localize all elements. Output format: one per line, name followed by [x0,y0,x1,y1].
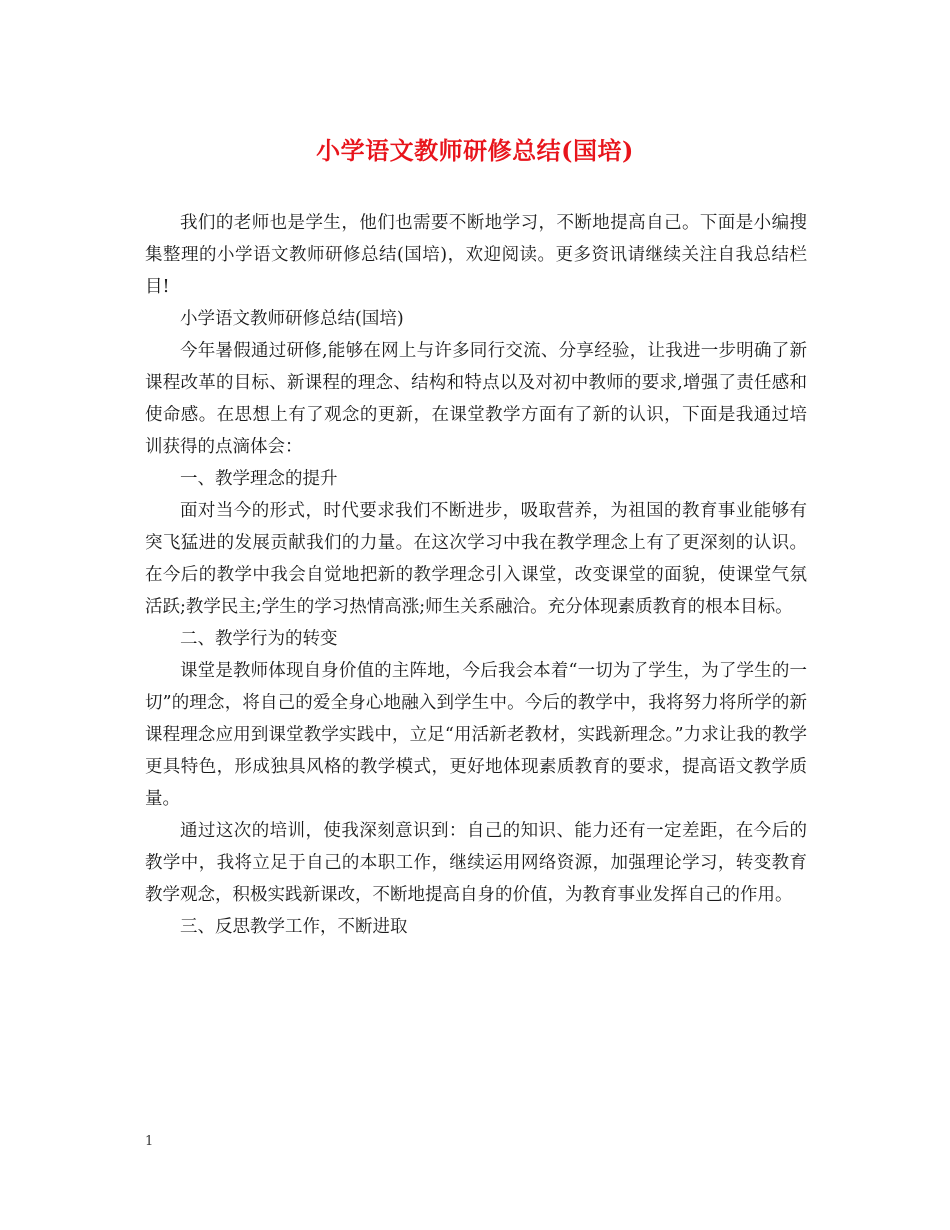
paragraph-section-2: 课堂是教师体现自身价值的主阵地，今后我会本着“一切为了学生，为了学生的一切”的理念，将自己的爱全身心地融入到学生中。今后的教学中，我将努力将所学的新课程理念应用到课堂教学实践中，立足“用活新老教材，实践新理念。”力求让我的教学更具特色，形成独具风格的教学模式，更好地体现素质教育的要求，提高语文教学质量。 [145,661,807,809]
paragraph-reflection: 通过这次的培训，使我深刻意识到：自己的知识、能力还有一定差距，在今后的教学中，我将立足于自己的本职工作，继续运用网络资源，加强理论学习，转变教育教学观念，积极实践新课改，不断地提高自身的价值，为教育事业发挥自己的作用。 [145,821,807,905]
paragraph-intro: 我们的老师也是学生，他们也需要不断地学习，不断地提高自己。下面是小编搜集整理的小学语文教师研修总结(国培)，欢迎阅读。更多资讯请继续关注自我总结栏目! [145,213,807,297]
paragraph-subtitle: 小学语文教师研修总结(国培) [180,309,404,329]
document-body [145,207,807,943]
paragraph-overview: 今年暑假通过研修,能够在网上与许多同行交流、分享经验，让我进一步明确了新课程改革的目标、新课程的理念、结构和特点以及对初中教师的要求,增强了责任感和使命感。在思想上有了观念的更新，在课堂教学方面有了新的认识，下面是我通过培训获得的点滴体会： [145,341,807,457]
document-title: 小学语文教师研修总结(国培) [316,136,634,165]
section-heading-3: 三、反思教学工作，不断进取 [180,917,408,937]
section-heading-2: 二、教学行为的转变 [180,629,338,649]
paragraph-section-1: 面对当今的形式，时代要求我们不断进步，吸取营养，为祖国的教育事业能够有突飞猛进的发展贡献我们的力量。在这次学习中我在教学理念上有了更深刻的认识。在今后的教学中我会自觉地把新的教学理念引入课堂，改变课堂的面貌，使课堂气氛活跃;教学民主;学生的学习热情高涨;师生关系融洽。充分体现素质教育的根本目标。 [145,501,807,617]
page-number: 1 [145,1134,154,1149]
section-heading-1: 一、教学理念的提升 [180,469,338,489]
